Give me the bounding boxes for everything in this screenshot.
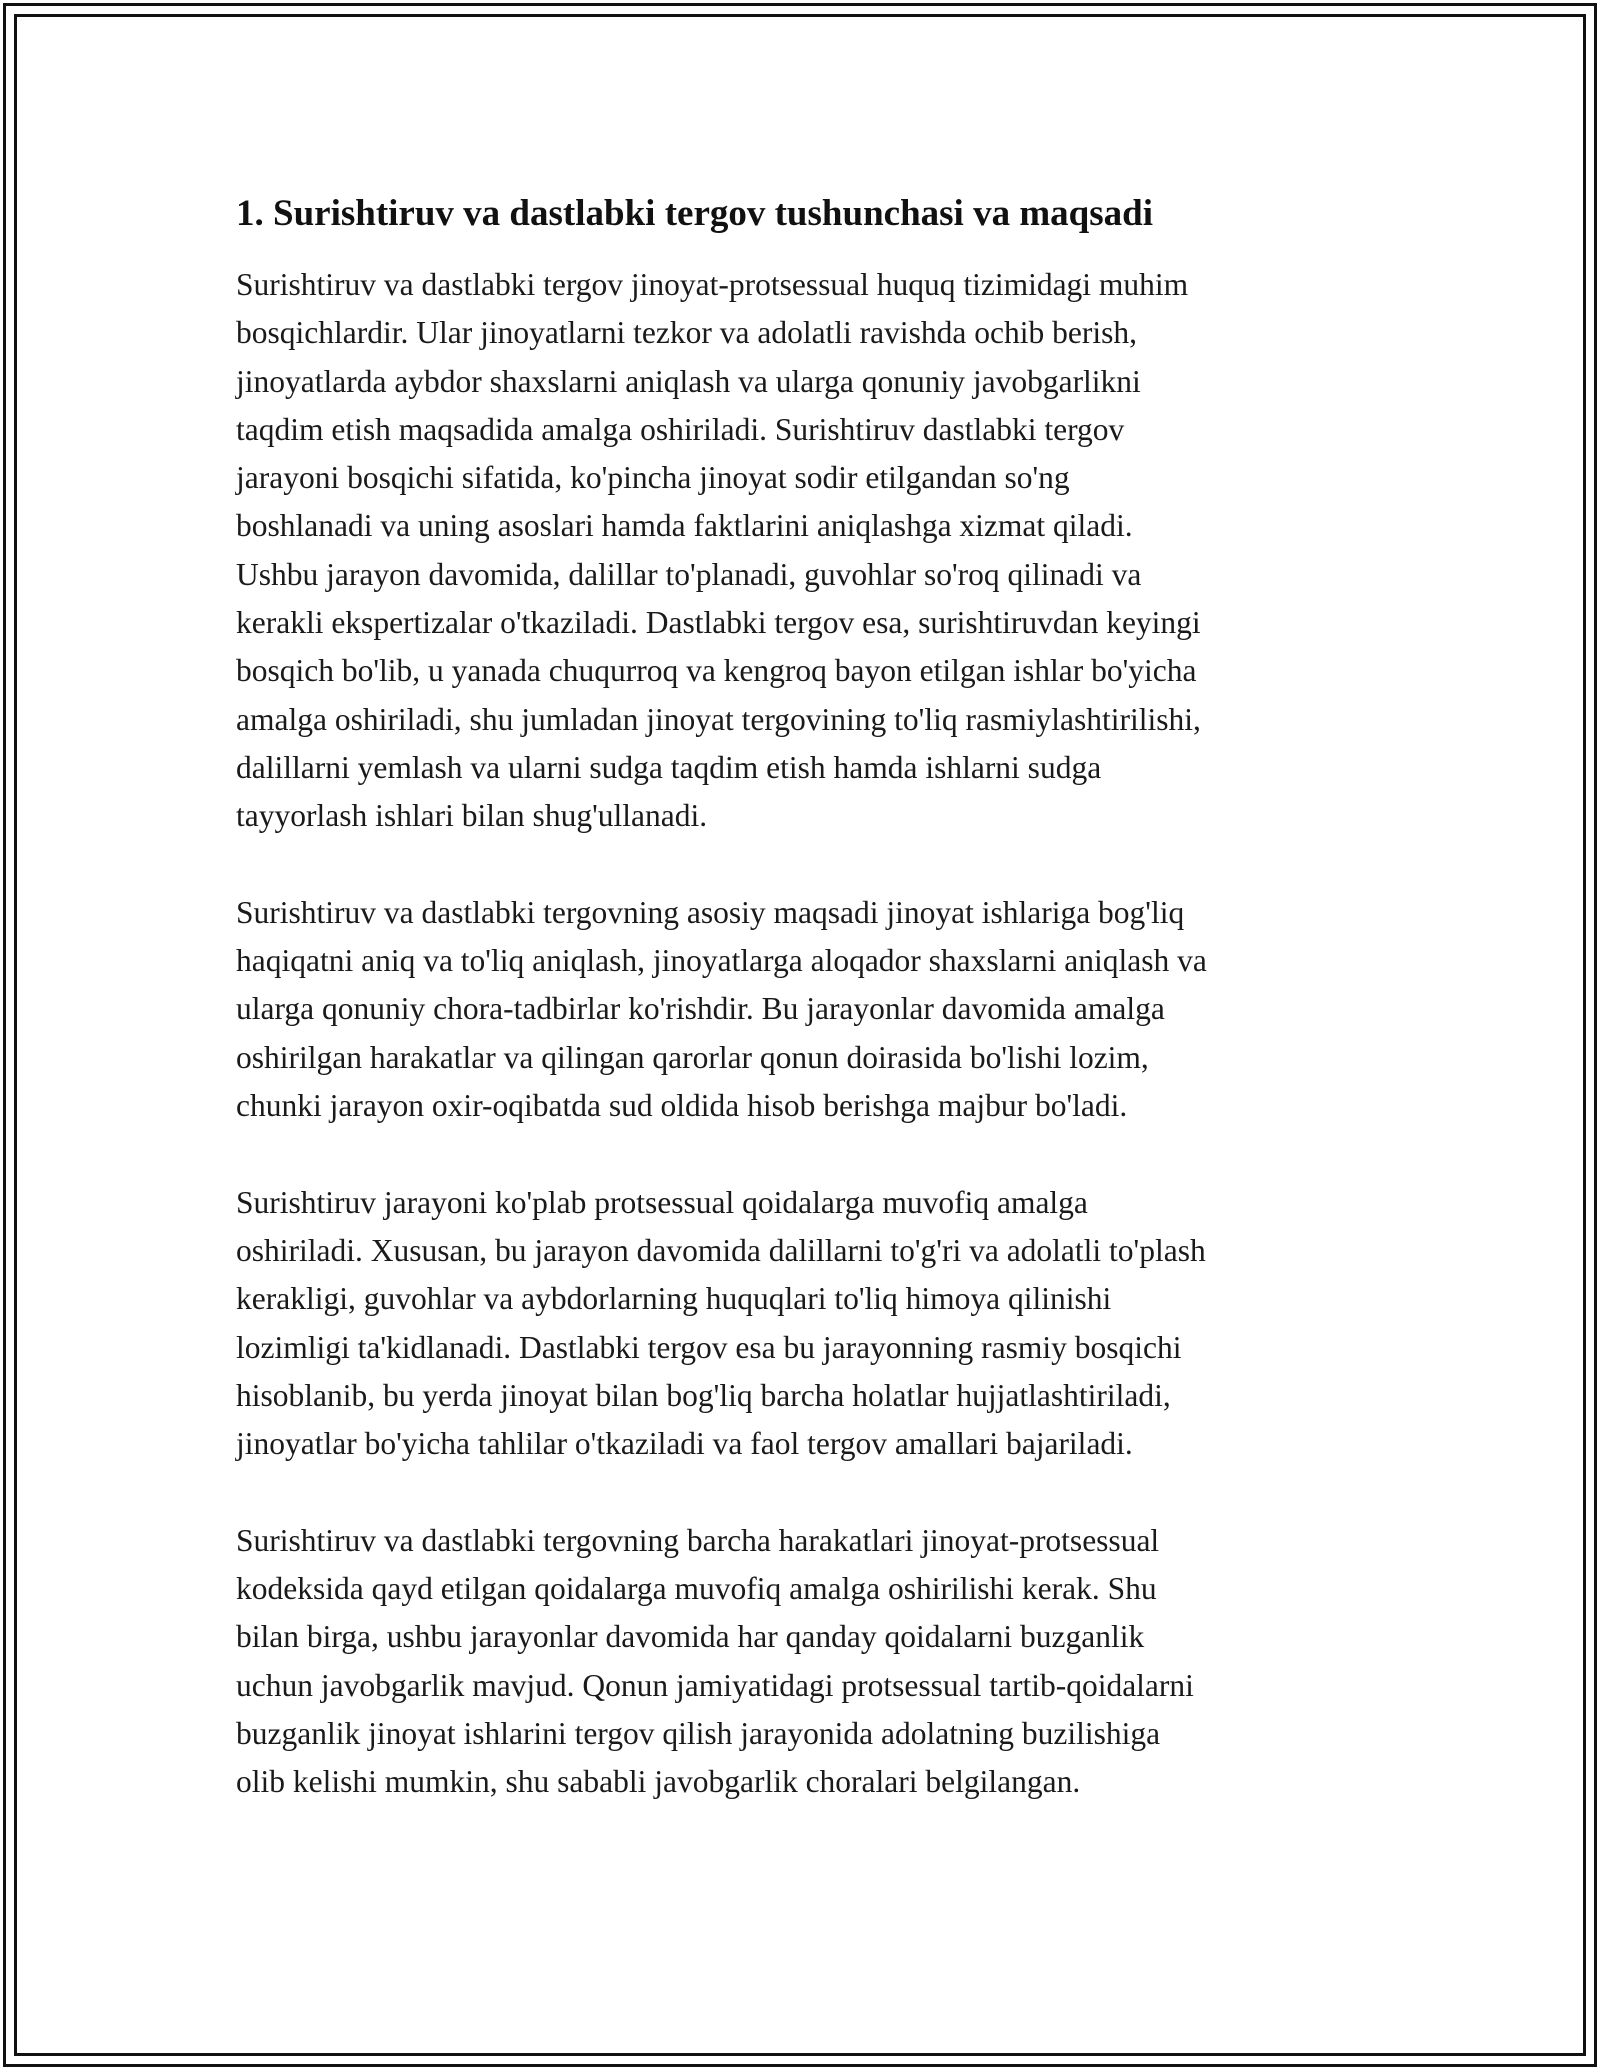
document-body bbox=[236, 185, 1386, 1855]
text-line: bilan birga, ushbu jarayonlar davomida har qanday qoidalarni buzganlik bbox=[236, 1619, 1145, 1655]
text-line: oshirilgan harakatlar va qilingan qarorlar qonun doirasida bo'lishi lozim, bbox=[236, 1039, 1149, 1075]
text-line: boshlanadi va uning asoslari hamda faktlarini aniqlashga xizmat qiladi. bbox=[236, 508, 1133, 544]
text-line: haqiqatni aniq va to'liq aniqlash, jinoyatlarga aloqador shaxslarni aniqlash va bbox=[236, 943, 1207, 979]
text-line: Surishtiruv va dastlabki tergovning asosiy maqsadi jinoyat ishlariga bog'liq bbox=[236, 894, 1185, 930]
text-line: kerakli ekspertizalar o'tkaziladi. Dastlabki tergov esa, surishtiruvdan keyingi bbox=[236, 605, 1201, 641]
text-line: chunki jarayon oxir-oqibatda sud oldida hisob berishga majbur bo'ladi. bbox=[236, 1088, 1128, 1124]
text-line: Ushbu jarayon davomida, dalillar to'planadi, guvohlar so'roq qilinadi va bbox=[236, 556, 1142, 592]
text-line: oshiriladi. Xususan, bu jarayon davomida dalillarni to'g'ri va adolatli to'plash bbox=[236, 1232, 1206, 1268]
text-line: jinoyatlarda aybdor shaxslarni aniqlash va ularga qonuniy javobgarlikni bbox=[236, 363, 1141, 399]
text-line: bosqichlardir. Ular jinoyatlarni tezkor va adolatli ravishda ochib berish, bbox=[236, 315, 1137, 351]
text-line: ularga qonuniy chora-tadbirlar ko'rishdir. Bu jarayonlar davomida amalga bbox=[236, 991, 1165, 1027]
text-line: amalga oshiriladi, shu jumladan jinoyat tergovining to'liq rasmiylashtirilishi, bbox=[236, 701, 1201, 737]
paragraph-4 bbox=[236, 1517, 1386, 1807]
text-line: Surishtiruv jarayoni ko'plab protsessual qoidalarga muvofiq amalga bbox=[236, 1184, 1088, 1220]
text-line: Surishtiruv va dastlabki tergov jinoyat-protsessual huquq tizimidagi muhim bbox=[236, 267, 1189, 302]
section-heading: 1. Surishtiruv va dastlabki tergov tushunchasi va maqsadi bbox=[236, 193, 1153, 234]
paragraph-3 bbox=[236, 1179, 1386, 1469]
text-line: jinoyatlar bo'yicha tahlilar o'tkaziladi va faol tergov amallari bajariladi. bbox=[236, 1426, 1133, 1462]
paragraph-1 bbox=[236, 261, 1386, 841]
text-line: taqdim etish maqsadida amalga oshiriladi. Surishtiruv dastlabki tergov bbox=[236, 411, 1125, 447]
text-line: jarayoni bosqichi sifatida, ko'pincha jinoyat sodir etilgandan so'ng bbox=[236, 460, 1070, 496]
text-line: bosqich bo'lib, u yanada chuqurroq va kengroq bayon etilgan ishlar bo'yicha bbox=[236, 653, 1197, 689]
text-line: dalillarni yemlash va ularni sudga taqdim etish hamda ishlarni sudga bbox=[236, 749, 1102, 785]
text-line: uchun javobgarlik mavjud. Qonun jamiyatidagi protsessual tartib-qoidalarni bbox=[236, 1667, 1194, 1703]
text-line: Surishtiruv va dastlabki tergovning barcha harakatlari jinoyat-protsessual bbox=[236, 1522, 1160, 1558]
text-line: kerakligi, guvohlar va aybdorlarning huquqlari to'liq himoya qilinishi bbox=[236, 1281, 1112, 1317]
text-line: hisoblanib, bu yerda jinoyat bilan bog'liq barcha holatlar hujjatlashtiriladi, bbox=[236, 1377, 1171, 1413]
text-line: tayyorlash ishlari bilan shug'ullanadi. bbox=[236, 798, 708, 834]
text-line: buzganlik jinoyat ishlarini tergov qilish jarayonida adolatning buzilishiga bbox=[236, 1715, 1161, 1751]
text-line: olib kelishi mumkin, shu sababli javobgarlik choralari belgilangan. bbox=[236, 1764, 1081, 1800]
text-line: lozimligi ta'kidlanadi. Dastlabki tergov esa bu jarayonning rasmiy bosqichi bbox=[236, 1329, 1182, 1365]
text-line: kodeksida qayd etilgan qoidalarga muvofiq amalga oshirilishi kerak. Shu bbox=[236, 1571, 1157, 1607]
paragraph-2 bbox=[236, 889, 1386, 1130]
